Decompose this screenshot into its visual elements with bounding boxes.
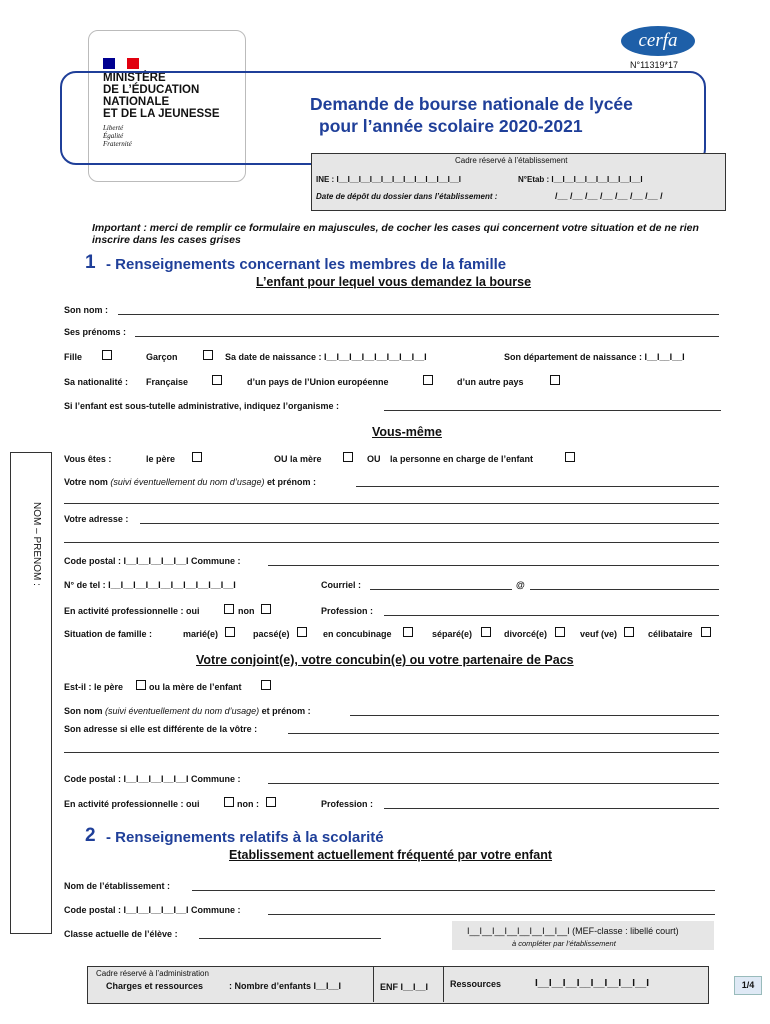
mef-field: I__I__I__I__I__I__I__I__I (MEF-classe : libellé court)	[467, 926, 679, 936]
marie-label: marié(e)	[183, 629, 219, 639]
votre-adresse-field-2[interactable]	[64, 542, 719, 543]
pacse-checkbox[interactable]	[297, 627, 307, 637]
ministry-line: DE L’ÉDUCATION	[103, 84, 200, 96]
vous-etes-label: Vous êtes :	[64, 454, 112, 464]
section1-title: - Renseignements concernant les membres de la famille	[106, 256, 507, 273]
important-note: Important : merci de remplir ce formulaire en majuscules, de cocher les cases qui concernent votre situation et de ne rien inscrire dans les cases grises	[92, 222, 699, 246]
title-line: pour l’année scolaire 2020-2021	[319, 116, 583, 136]
separe-label: séparé(e)	[432, 629, 473, 639]
votre-adresse-label: Votre adresse :	[64, 514, 129, 524]
admin-heading: Cadre réservé à l’administration	[96, 969, 209, 978]
courriel-label: Courriel :	[321, 580, 362, 590]
son-nom2-field[interactable]	[350, 715, 719, 716]
celibataire-label: célibataire	[648, 629, 693, 639]
votre-nom-label	[64, 477, 316, 487]
classe-label: Classe actuelle de l’élève :	[64, 929, 178, 939]
ou-label: OU	[367, 454, 381, 464]
commune2-field[interactable]	[268, 783, 719, 784]
vous-meme-title: Vous-même	[372, 425, 442, 439]
situation-label: Situation de famille :	[64, 629, 153, 639]
activite-non-checkbox[interactable]	[261, 604, 271, 614]
nationalite-label: Sa nationalité :	[64, 377, 129, 387]
code-postal-field[interactable]: Code postal : I__I__I__I__I__I Commune :	[64, 556, 241, 566]
divorce-checkbox[interactable]	[555, 627, 565, 637]
courriel-field-a[interactable]	[370, 589, 512, 590]
commune-field[interactable]	[268, 565, 719, 566]
form-title	[310, 93, 633, 137]
ministry-line: ET DE LA JEUNESSE	[103, 108, 220, 120]
pacse-label: pacsé(e)	[253, 629, 290, 639]
activite2-non-label: non :	[237, 799, 259, 809]
concubinage-checkbox[interactable]	[403, 627, 413, 637]
votre-nom-label-b: (suivi éventuellement du nom d’usage)	[110, 477, 265, 487]
mere-label: OU la mère	[274, 454, 322, 464]
code-postal2-field[interactable]: Code postal : I__I__I__I__I__I Commune :	[64, 774, 241, 784]
cerfa-logo: cerfa	[621, 26, 695, 56]
tutelle-field[interactable]	[384, 410, 721, 411]
concubinage-label: en concubinage	[323, 629, 392, 639]
son-nom2-label-c: et prénom :	[261, 706, 311, 716]
profession2-label: Profession :	[321, 799, 374, 809]
son-nom2-label-b: (suivi éventuellement du nom d’usage)	[105, 706, 260, 716]
son-nom2-label-a: Son nom	[64, 706, 103, 716]
section2-title: - Renseignements relatifs à la scolarité	[106, 829, 384, 846]
ministry-line: NATIONALE	[103, 96, 170, 108]
votre-nom-label-a: Votre nom	[64, 477, 108, 487]
mef-note: à compléter par l’établissement	[512, 939, 616, 948]
motto-line: Liberté	[103, 124, 124, 132]
motto-line: Égalité	[103, 132, 124, 140]
courriel-field-b[interactable]	[530, 589, 719, 590]
ses-prenoms-label: Ses prénoms :	[64, 327, 127, 337]
departement-field[interactable]: Son département de naissance : I__I__I__I	[504, 352, 685, 362]
fille-checkbox[interactable]	[102, 350, 112, 360]
votre-nom-label-c: et prénom :	[266, 477, 316, 487]
nom-etab-label: Nom de l’établissement :	[64, 881, 171, 891]
divorce-label: divorcé(e)	[504, 629, 548, 639]
cerfa-number: N°11319*17	[630, 60, 678, 70]
autre-pays-label: d’un autre pays	[457, 377, 524, 387]
veuf-label: veuf (ve)	[580, 629, 618, 639]
activite-label: En activité professionnelle : oui	[64, 606, 200, 616]
code-postal-etab-field[interactable]: Code postal : I__I__I__I__I__I Commune :	[64, 905, 241, 915]
section2-number: 2	[85, 825, 96, 846]
francaise-checkbox[interactable]	[212, 375, 222, 385]
separe-checkbox[interactable]	[481, 627, 491, 637]
admin-sep-1	[373, 966, 374, 1002]
son-adresse-label: Son adresse si elle est différente de la vôtre :	[64, 724, 258, 734]
votre-nom-field-2[interactable]	[64, 503, 719, 504]
autre-pays-checkbox[interactable]	[550, 375, 560, 385]
ue-checkbox[interactable]	[423, 375, 433, 385]
activite2-label: En activité professionnelle : oui	[64, 799, 200, 809]
activite-non-label: non	[238, 606, 255, 616]
charges-label: Charges et ressources	[106, 981, 204, 991]
son-nom-label: Son nom :	[64, 305, 108, 315]
profession-label: Profession :	[321, 606, 374, 616]
ine-field: INE : I__I__I__I__I__I__I__I__I__I__I__I	[316, 175, 461, 184]
est-il-mere-checkbox[interactable]	[261, 680, 271, 690]
ministry-line: MINISTÈRE	[103, 72, 166, 84]
title-line: Demande de bourse nationale de lycée	[310, 94, 633, 114]
francaise-label: Française	[146, 377, 189, 387]
activite2-oui-checkbox[interactable]	[224, 797, 234, 807]
ue-label: d’un pays de l’Union européenne	[247, 377, 389, 387]
ressources-field: I__I__I__I__I__I__I__I__I	[535, 978, 649, 989]
nom-etab-field[interactable]	[192, 890, 715, 891]
page-number: 1/4	[734, 976, 762, 995]
son-adresse-field-2[interactable]	[64, 752, 719, 753]
activite-oui-checkbox[interactable]	[224, 604, 234, 614]
fille-label: Fille	[64, 352, 83, 362]
son-nom-field[interactable]	[118, 314, 719, 315]
garcon-label: Garçon	[146, 352, 178, 362]
at-sign: @	[516, 580, 525, 590]
ses-prenoms-field[interactable]	[135, 336, 719, 337]
profession2-field[interactable]	[384, 808, 719, 809]
enf-field: ENF I__I__I	[380, 982, 429, 992]
date-naissance-field[interactable]: Sa date de naissance : I__I__I__I__I__I__I__I__I	[225, 352, 427, 362]
pere-label: le père	[146, 454, 176, 464]
motto-line: Fraternité	[103, 140, 132, 148]
votre-nom-field[interactable]	[356, 486, 719, 487]
etab-box-heading: Cadre réservé à l’établissement	[455, 156, 568, 165]
tutelle-label: Si l’enfant est sous-tutelle administrative, indiquez l’organisme :	[64, 401, 340, 411]
title-frame-mask	[87, 60, 247, 180]
garcon-checkbox[interactable]	[203, 350, 213, 360]
celibataire-checkbox[interactable]	[701, 627, 711, 637]
activite2-non-checkbox[interactable]	[266, 797, 276, 807]
son-adresse-field[interactable]	[288, 733, 719, 734]
pere-checkbox[interactable]	[192, 452, 202, 462]
section1-subtitle: L’enfant pour lequel vous demandez la bourse	[256, 275, 532, 289]
netab-field: N°Etab : I__I__I__I__I__I__I__I__I	[518, 175, 643, 184]
est-il-pere-label: Est-il : le père	[64, 682, 124, 692]
side-name-label: NOM – PRENOM :	[31, 502, 42, 586]
son-nom2-label	[64, 706, 311, 716]
marie-checkbox[interactable]	[225, 627, 235, 637]
commune-etab-field[interactable]	[268, 914, 715, 915]
section2-subtitle: Etablissement actuellement fréquenté par votre enfant	[229, 848, 553, 862]
veuf-checkbox[interactable]	[624, 627, 634, 637]
classe-field[interactable]	[199, 938, 381, 939]
conjoint-title: Votre conjoint(e), votre concubin(e) ou votre partenaire de Pacs	[196, 653, 574, 667]
depot-label: Date de dépôt du dossier dans l’établissement :	[316, 192, 498, 201]
depot-date: /__ /__ /__ /__ /__ /__ /__ /	[555, 191, 663, 201]
personne-charge-label: la personne en charge de l’enfant	[390, 454, 534, 464]
section1-number: 1	[85, 252, 96, 273]
profession-field[interactable]	[384, 615, 719, 616]
admin-sep-2	[443, 966, 444, 1002]
tel-field[interactable]: N° de tel : I__I__I__I__I__I__I__I__I__I__I	[64, 580, 236, 590]
est-il-pere-checkbox[interactable]	[136, 680, 146, 690]
ressources-label: Ressources	[450, 979, 502, 989]
votre-adresse-field[interactable]	[140, 523, 719, 524]
est-il-mere-label: ou la mère de l’enfant	[149, 682, 242, 692]
personne-charge-checkbox[interactable]	[565, 452, 575, 462]
mere-checkbox[interactable]	[343, 452, 353, 462]
nb-enfants-field: : Nombre d’enfants I__I__I	[229, 981, 342, 991]
